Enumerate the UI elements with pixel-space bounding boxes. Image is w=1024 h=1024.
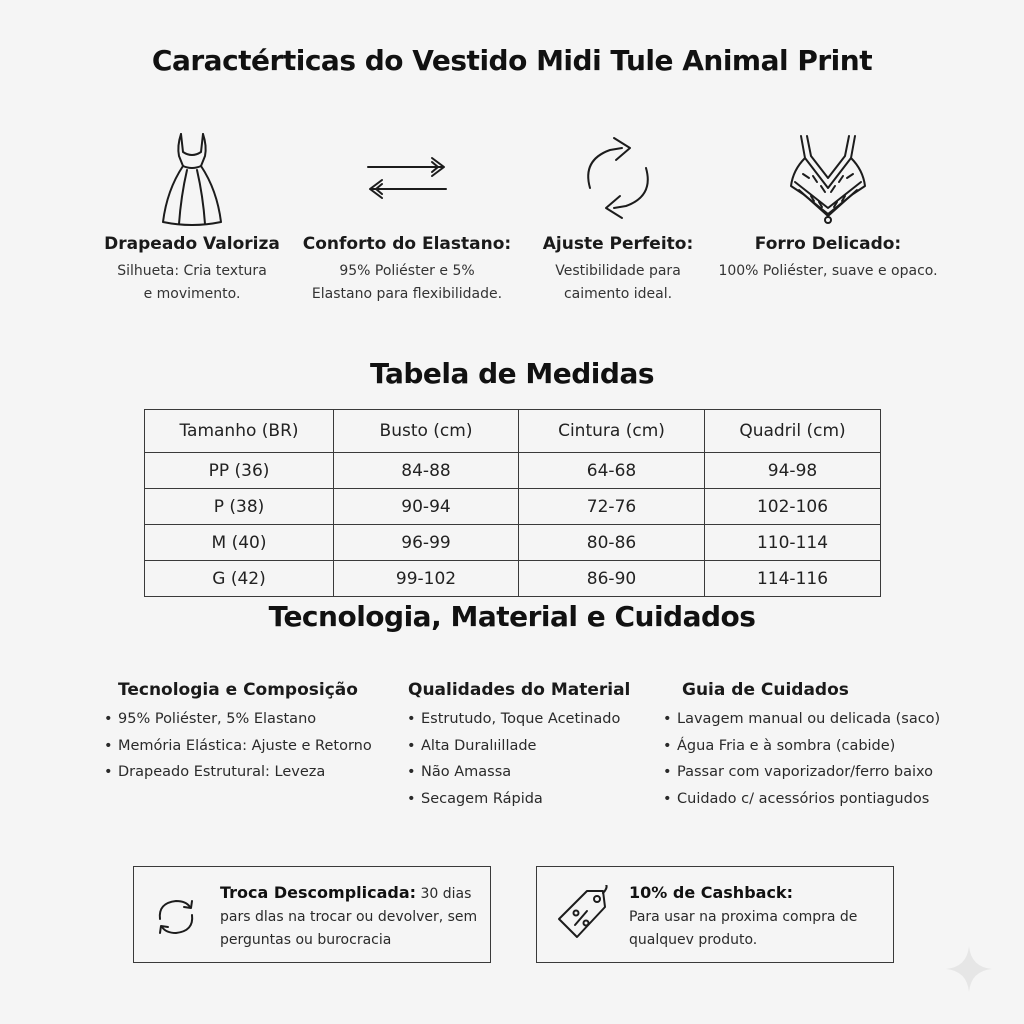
dress-icon [72, 128, 312, 228]
column-title: Guia de Cuidados [682, 680, 849, 700]
size-table [144, 409, 881, 597]
column-header: Tamanho (BR) [145, 410, 334, 453]
table-cell: 84-88 [334, 453, 519, 489]
promo-title: 10% de Cashback: [629, 883, 793, 902]
table-cell: M (40) [145, 525, 334, 561]
list-item: • Drapeado Estrutural: Leveza [118, 759, 372, 786]
care-guide-column [677, 680, 940, 812]
circular-arrows-icon [498, 128, 738, 228]
table-cell: 110-114 [705, 525, 881, 561]
feature-title: Ajuste Perfeito: [542, 234, 694, 254]
cashback-promo-text: 10% de Cashback: Para usar na proxima compra de qualquev produto. [629, 883, 858, 948]
table-cell: 90-94 [334, 489, 519, 525]
feature-lining [708, 128, 948, 283]
tech-section-title: Tecnologia, Material e Cuidados [268, 600, 756, 633]
list-item: • Cuidado c/ acessórios pontiagudos [677, 786, 940, 813]
exchange-promo-box [133, 866, 491, 963]
exchange-promo-text: Troca Descomplicada: 30 dias pars dlas na trocar ou devolver, sem perguntas ou burocracia [220, 883, 478, 948]
table-row [145, 561, 881, 597]
table-cell: 64-68 [519, 453, 705, 489]
table-cell: 80-86 [519, 525, 705, 561]
list-item: • Lavagem manual ou delicada (saco) [677, 706, 940, 733]
feature-desc: 95% Poliéster e 5% Elastano para flexibilidade. [311, 263, 503, 302]
table-cell: 94-98 [705, 453, 881, 489]
tech-composition-column [118, 680, 372, 786]
column-title: Qualidades do Material [408, 680, 631, 700]
list-item: • Não Amassa [421, 759, 630, 786]
list-item: • Estrutudo, Toque Acetinado [421, 706, 630, 733]
percent-tag-icon [555, 885, 611, 947]
list-item: • Memória Elástica: Ajuste e Retorno [118, 733, 372, 760]
list-item: • Água Fria e à sombra (cabide) [677, 733, 940, 760]
column-title: Tecnologia e Composição [118, 680, 358, 700]
promo-title: Troca Descomplicada: [220, 883, 417, 902]
feature-desc: Vestibilidade para caimento ideal. [555, 263, 681, 302]
table-cell: G (42) [145, 561, 334, 597]
table-cell: 102-106 [705, 489, 881, 525]
feature-title: Forro Delicado: [754, 234, 902, 254]
material-qualities-column [408, 680, 631, 812]
lace-lining-icon [708, 128, 948, 228]
table-row [145, 489, 881, 525]
table-cell: 99-102 [334, 561, 519, 597]
size-table-title: Tabela de Medidas [369, 357, 655, 390]
feature-title: Conforto do Elastano: [302, 234, 512, 254]
feature-desc: Silhueta: Cria textura e movimento. [117, 263, 267, 302]
page-title: Caractérticas do Vestido Midi Tule Animal Print [151, 44, 873, 77]
feature-elastane [287, 128, 527, 306]
table-cell: 114-116 [705, 561, 881, 597]
exchange-cycle-icon [152, 895, 200, 943]
feature-fit [498, 128, 738, 306]
feature-draped [72, 128, 312, 306]
table-cell: 96-99 [334, 525, 519, 561]
list-item: • 95% Poliéster, 5% Elastano [118, 706, 372, 733]
feature-desc: 100% Poliéster, suave e opaco. [718, 263, 938, 279]
sparkle-icon [944, 944, 994, 998]
list-item: • Passar com vaporizador/ferro baixo [677, 759, 940, 786]
stretch-arrows-icon [287, 128, 527, 228]
table-row [145, 453, 881, 489]
cashback-promo-box [536, 866, 894, 963]
table-cell: 86-90 [519, 561, 705, 597]
list-item: • Alta Duralıillade [421, 733, 630, 760]
table-row [145, 525, 881, 561]
column-header: Cintura (cm) [519, 410, 705, 453]
column-header: Quadril (cm) [705, 410, 881, 453]
table-cell: P (38) [145, 489, 334, 525]
feature-title: Drapeado Valoriza [104, 234, 280, 254]
table-cell: PP (36) [145, 453, 334, 489]
column-header: Busto (cm) [334, 410, 519, 453]
table-cell: 72-76 [519, 489, 705, 525]
table-header-row [145, 410, 881, 453]
list-item: • Secagem Rápida [421, 786, 630, 813]
